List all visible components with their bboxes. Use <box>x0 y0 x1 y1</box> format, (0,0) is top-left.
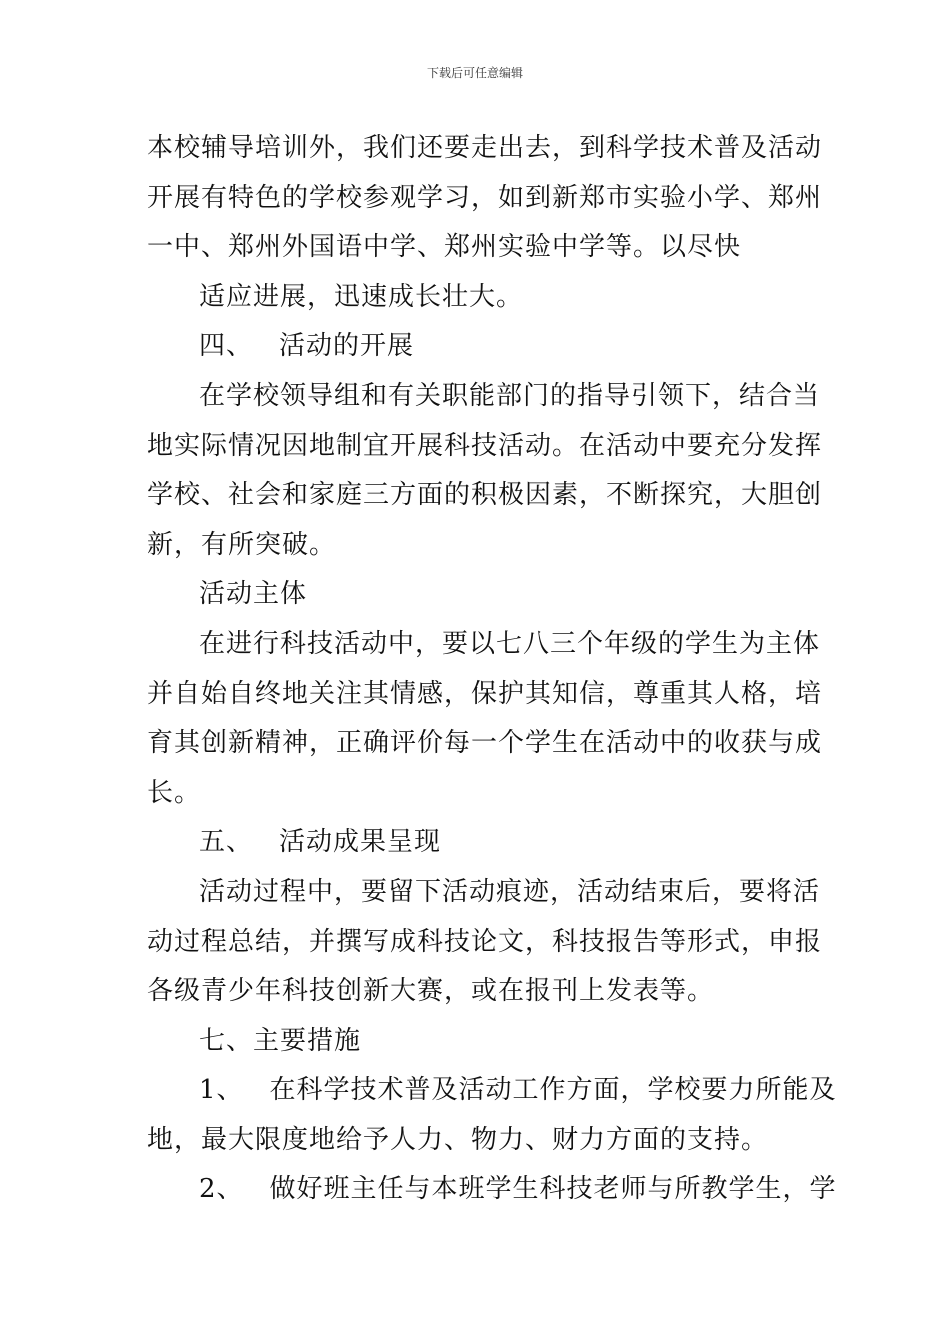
text-line-content: 做好班主任与本班学生科技老师与所教学生，学 <box>269 1174 837 1205</box>
text-line <box>147 273 811 323</box>
text-line <box>147 1116 811 1166</box>
text-line <box>147 620 821 670</box>
text-line <box>147 372 821 422</box>
text-line <box>147 1165 837 1215</box>
text-line-content: 并自始自终地关注其情感，保护其知信，尊重其人格，培 <box>147 678 823 709</box>
text-line-content: 活动过程中，要留下活动痕迹，活动结束后，要将活 <box>199 876 821 907</box>
text-line-content: 五、 <box>199 827 254 858</box>
document-body <box>147 124 837 1215</box>
text-line-content: 适应进展，迅速成长壮大。 <box>199 281 524 312</box>
text-line <box>147 719 823 769</box>
text-line-content: 学校、社会和家庭三方面的积极因素，不断探究，大胆创 <box>147 480 823 511</box>
text-line-content: 在科学技术普及活动工作方面，学校要力所能及 <box>269 1075 837 1106</box>
text-line-content: 活动主体 <box>199 579 308 610</box>
text-line <box>147 521 811 571</box>
text-line-content: 2、 <box>199 1174 244 1205</box>
text-line-content: 各级青少年科技创新大赛，或在报刊上发表等。 <box>147 976 715 1007</box>
text-line-content: 地，最大限度地给予人力、物力、财力方面的支持。 <box>147 1124 769 1155</box>
text-line <box>147 1017 811 1067</box>
text-line <box>147 223 811 273</box>
text-line-content: 长。 <box>147 777 202 808</box>
text-line <box>147 322 811 372</box>
text-line <box>147 918 823 968</box>
text-line <box>147 670 823 720</box>
text-line-content: 活动的开展 <box>279 331 415 362</box>
text-line-content: 一中、郑州外国语中学、郑州实验中学等。以尽快 <box>147 232 742 263</box>
text-line-content: 活动成果呈现 <box>279 827 442 858</box>
text-line <box>147 174 823 224</box>
text-line <box>147 1066 837 1116</box>
text-line <box>147 818 811 868</box>
text-line <box>147 124 823 174</box>
text-line-content: 1、 <box>199 1075 244 1106</box>
text-line-content: 开展有特色的学校参观学习，如到新郑市实验小学、郑州 <box>147 182 823 213</box>
text-line-content: 本校辅导培训外，我们还要走出去，到科学技术普及活动 <box>147 133 823 163</box>
text-line <box>147 769 811 819</box>
text-line <box>147 967 811 1017</box>
text-line-content: 在学校领导组和有关职能部门的指导引领下，结合当 <box>199 380 821 411</box>
text-line-content: 七、主要措施 <box>199 1025 362 1056</box>
text-line-content: 育其创新精神，正确评价每一个学生在活动中的收获与成 <box>147 728 823 759</box>
text-line <box>147 422 823 472</box>
text-line-content: 在进行科技活动中，要以七八三个年级的学生为主体 <box>199 628 821 659</box>
page-header: 下载后可任意编辑 <box>426 66 523 80</box>
text-line <box>147 868 821 918</box>
text-line <box>147 471 823 521</box>
text-line-content: 四、 <box>199 331 254 362</box>
text-line <box>147 570 811 620</box>
text-line-content: 新，有所突破。 <box>147 529 337 560</box>
text-line-content: 动过程总结，并撰写成科技论文，科技报告等形式，申报 <box>147 926 823 957</box>
text-line-content: 地实际情况因地制宜开展科技活动。在活动中要充分发挥 <box>147 430 823 461</box>
